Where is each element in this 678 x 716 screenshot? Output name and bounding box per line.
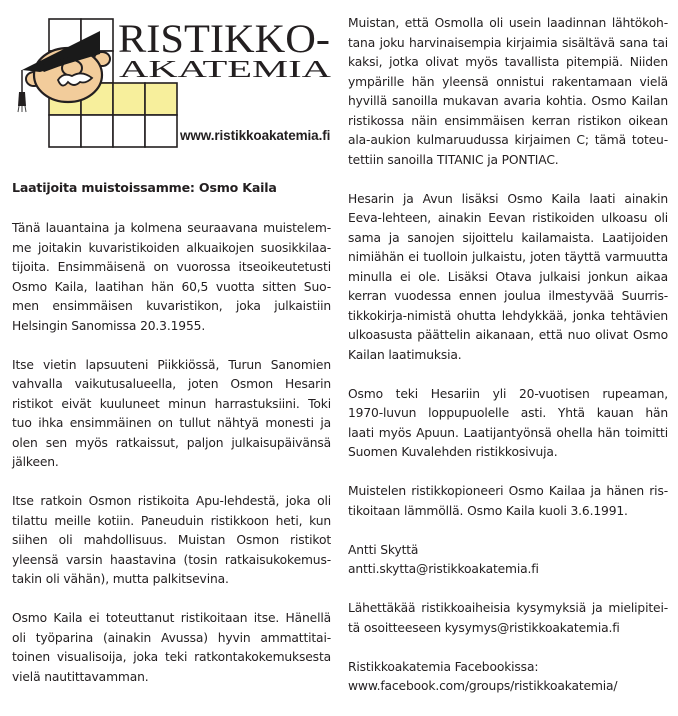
- text-line: tana joku harvinaisempia kirjaimia sisältävä sana tai: [348, 35, 668, 50]
- text-line: tilattu meille kotiin. Paneuduin ristikkoon heti, kun: [12, 513, 331, 528]
- text-line: sama ja sanojen sijoittelu kailamaista. Laatijoiden: [348, 230, 668, 245]
- article-paragraph: [12, 609, 331, 687]
- text-line: oli työparina (ainakin Avussa) hyvin ammattitai-: [12, 630, 331, 645]
- author-email-link[interactable]: antti.skytta@ristikkoakatemia.fi: [348, 562, 539, 576]
- article-paragraph: [12, 492, 331, 590]
- logo-title-line1: RISTIKKO-: [118, 16, 330, 61]
- text-line: Suomen Kuvalehden ristikkosivuja.: [348, 445, 558, 459]
- text-line: tikkokirja-nimistä ohutta lehdykkää, jonka tehtävien: [348, 308, 668, 323]
- text-line: nimiähän ei tuolloin julkaistu, joten täyttä varmuutta: [348, 250, 668, 264]
- article-paragraph: [12, 219, 331, 336]
- text-line: ristikot eivät kuuluneet minun harrastuksiini. Toki: [12, 396, 331, 411]
- text-line: Lähettäkää ristikkoaiheisia kysymyksiä ja mielipitei-: [348, 601, 668, 615]
- text-line: siihen oli mahdollisuus. Muistan Osmon ristikot: [12, 533, 331, 547]
- article-headline: Laatijoita muistoissamme: Osmo Kaila: [12, 180, 277, 195]
- logo-website-link[interactable]: www.ristikkoakatemia.fi: [180, 128, 331, 143]
- text-line: Kailan laatimuksia.: [348, 347, 462, 362]
- text-line: minulla ei ole. Lisäksi Otava julkaisi jonkun aikaa: [348, 269, 668, 284]
- text-line: me joitakin kuvaristikoiden alkuaikojen suosikkilaa-: [12, 240, 331, 255]
- text-line: ala-aukion kulmaruudussa kirjaimen C; tämä toteu-: [348, 133, 668, 147]
- text-line: Osmo Kaila, laatihan hän 60,5 vuotta sitten Suo-: [12, 279, 331, 294]
- text-line: ympärille hän yleensä onnistui rakentamaan vielä: [348, 74, 668, 89]
- logo-title-line2: AKATEMIA: [119, 57, 333, 83]
- article-paragraph: [348, 14, 668, 170]
- ristikkoakatemia-logo: [0, 0, 340, 150]
- article-left-column: [12, 180, 331, 707]
- author-name: Antti Skyttä: [348, 542, 419, 557]
- text-line: Muistelen ristikkopioneeri Osmo Kailaa ja hänen ris-: [348, 484, 668, 498]
- text-line: tä osoitteeseen kysymys@ristikkoakatemia.fi: [348, 620, 620, 635]
- contact-paragraph: [348, 599, 668, 638]
- text-line: yleensä varsin haastavina (tosin ratkaisukokemus-: [12, 552, 331, 567]
- text-line: Itse vietin lapsuuteni Piikkiössä, Turun Sanomien: [12, 357, 331, 372]
- facebook-info: [348, 658, 668, 697]
- text-line: Osmo Kaila ei toteuttanut ristikoitaan itse. Hänellä: [12, 611, 331, 625]
- text-line: vielä nautittavamman.: [12, 669, 149, 684]
- author-signature: [348, 541, 668, 580]
- text-line: ristikossa näin ensimmäisen kerran ristikon oikean: [348, 113, 668, 128]
- text-line: Helsingin Sanomissa 20.3.1955.: [12, 318, 206, 333]
- text-line: men ensimmäisen kuvaristikon, joka julkaistiin: [12, 299, 331, 313]
- text-line: Hesarin ja Avun lisäksi Osmo Kaila laati ainakin: [348, 191, 668, 206]
- text-line: tettiin sanoilla TITANIC ja PONTIAC.: [348, 152, 559, 167]
- text-line: takin oli vähän), mutta palkitsevina.: [12, 572, 229, 586]
- text-line: hyvillä sanoilla mukavan avaria kohtia. Osmo Kailan: [348, 94, 668, 108]
- text-line: Tänä lauantaina ja kolmena seuraavana muistelem-: [12, 221, 331, 235]
- facebook-link[interactable]: www.facebook.com/groups/ristikkoakatemia/: [348, 679, 618, 693]
- text-line: Itse ratkoin Osmon ristikoita Apu-lehdestä, joka oli: [12, 494, 331, 508]
- article-paragraph: [348, 385, 668, 463]
- text-line: kaksi, jotka olivat myös tavallista pitempiä. Niiden: [348, 55, 668, 69]
- article-paragraph: [348, 190, 668, 366]
- article-paragraph: [12, 356, 331, 473]
- text-line: 1970-luvun loppupuolelle asti. Yhtä kauan hän: [348, 406, 668, 420]
- text-line: vahvalla vaikutusalueella, joten Osmon Hesarin: [12, 377, 331, 391]
- text-line: Eeva-lehteen, ainakin Eevan ristikoiden ulkoasu oli: [348, 211, 668, 225]
- text-line: tijoita. Ensimmäisenä on vuorossa itseoikeutetusti: [12, 260, 331, 274]
- article-right-column: [348, 14, 668, 716]
- facebook-label: Ristikkoakatemia Facebookissa:: [348, 659, 539, 674]
- text-line: jälkeen.: [12, 455, 59, 469]
- text-line: tikoitaan lämmöllä. Osmo Kaila kuoli 3.6.1991.: [348, 503, 628, 518]
- article-paragraph: [348, 482, 668, 521]
- text-line: toinen visualisoija, joka teki ratkontakokemuksesta: [12, 650, 331, 664]
- text-line: Muistan, että Osmolla oli usein laadinnan lähtökoh-: [348, 16, 668, 30]
- text-line: olen sen myös ratkaissut, paljon julkaisupäivänsä: [12, 435, 331, 450]
- text-line: ulkoasusta päättelin aikanaan, että nuo olivat Osmo: [348, 328, 668, 342]
- text-line: laati myös Apuun. Laatijantyönsä ohella hän toimitti: [348, 425, 668, 440]
- text-line: Osmo teki Hesariin yli 20-vuotisen rupeaman,: [348, 386, 668, 401]
- text-line: kerran vuodessa ennen joulua ilmestyvää Suurris-: [348, 289, 668, 303]
- text-line: tuo ihka ensimmäinen on tullut nähtyä monesti ja: [12, 416, 331, 430]
